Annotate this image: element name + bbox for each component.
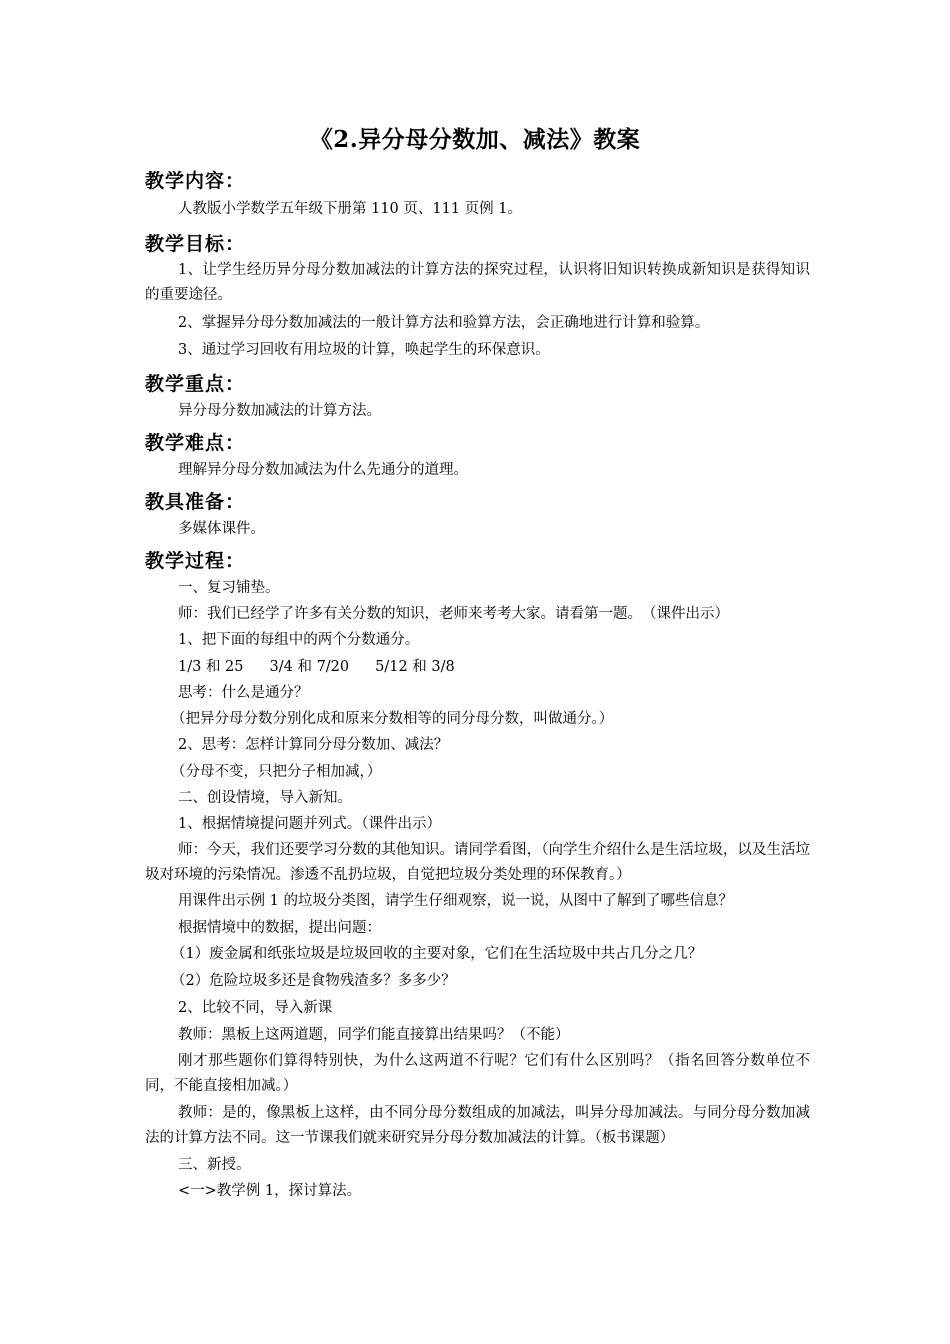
process-line: 三、新授。 <box>178 1157 251 1173</box>
process-line: 1、根据情境提问题并列式。（课件出示） <box>178 816 441 832</box>
process-paragraph: 教师：是的，像黑板上这样，由不同分母分数组成的加减法，叫异分母加减法。与同分母分数加减法的计算方法不同。这一节课我们就来研究异分母分数加减法的计算。（板书课题） <box>145 1105 810 1146</box>
process-line: 师：我们已经学了许多有关分数的知识，老师来考考大家。请看第一题。 （课件出示） <box>178 606 729 622</box>
process-paragraph: 刚才那些题你们算得特别快，为什么这两道不行呢？它们有什么区别吗？（指名回答分数单位不同，不能直接相加减。） <box>145 1053 810 1094</box>
goal-item-2: 2、掌握异分母分数加减法的一般计算方法和验算方法，会正确地进行计算和验算。 <box>178 315 710 331</box>
heading-difficulty: 教学难点： <box>145 432 246 454</box>
teaching-content-text: 人教版小学数学五年级下册第 110 页、111 页例 1。 <box>178 201 523 217</box>
process-line: （分母不变，只把分子相加减，） <box>171 764 382 780</box>
goal-item-3: 3、通过学习回收有用垃圾的计算，唤起学生的环保意识。 <box>178 342 550 358</box>
heading-teaching-process: 教学过程： <box>145 550 246 572</box>
process-line: 用课件出示例 1 的垃圾分类图，请学生仔细观察，说一说，从图中了解到了哪些信息？ <box>178 893 733 909</box>
heading-teaching-goals: 教学目标： <box>145 233 246 255</box>
process-line: 1、把下面的每组中的两个分数通分。 <box>178 632 420 648</box>
process-line: 2、思考：怎样计算同分母分数加、减法？ <box>178 737 449 753</box>
fraction-group: 1/3 和 25 <box>178 659 244 675</box>
process-line: （1）废金属和纸张垃圾是垃圾回收的主要对象，它们在生活垃圾中共占几分之几？ <box>171 946 703 962</box>
heading-teaching-tools: 教具准备： <box>145 491 246 513</box>
process-line: 二、创设情境，导入新知。 <box>178 790 352 806</box>
fraction-group: 5/12 和 3/8 <box>375 659 455 675</box>
process-line: 一、复习铺垫。 <box>178 580 280 596</box>
process-line: 思考：什么是通分？ <box>178 685 309 701</box>
process-line: 教师：黑板上这两道题，同学们能直接算出结果吗？（不能） <box>178 1027 570 1043</box>
process-line: <一>教学例 1，探讨算法。 <box>178 1183 362 1199</box>
process-line: 根据情境中的数据，提出问题： <box>178 920 381 936</box>
process-line: 2、比较不同，导入新课 <box>178 1000 333 1016</box>
heading-key-point: 教学重点： <box>145 373 246 395</box>
teaching-tools-text: 多媒体课件。 <box>178 521 265 537</box>
difficulty-text: 理解异分母分数加减法为什么先通分的道理。 <box>178 462 468 478</box>
key-point-text: 异分母分数加减法的计算方法。 <box>178 403 381 419</box>
process-line: （2）危险垃圾多还是食物残渣多？多多少？ <box>171 973 456 989</box>
goal-item-1: 1、让学生经历异分母分数加减法的计算方法的探究过程，认识将旧知识转换成新知识是获得知识的重要途径。 <box>145 262 810 303</box>
fraction-group: 3/4 和 7/20 <box>269 659 350 675</box>
document-title: 《2.异分母分数加、减法》教案 <box>309 126 641 153</box>
process-paragraph: 师：今天，我们还要学习分数的其他知识。请同学看图，（向学生介绍什么是生活垃圾，以及生活垃圾对环境的污染情况。渗透不乱扔垃圾，自觉把垃圾分类处理的环保教育。） <box>145 842 810 883</box>
fraction-groups <box>178 655 455 680</box>
heading-teaching-content: 教学内容： <box>145 170 246 192</box>
process-line: （把异分母分数分别化成和原来分数相等的同分母分数，叫做通分。） <box>171 711 614 727</box>
